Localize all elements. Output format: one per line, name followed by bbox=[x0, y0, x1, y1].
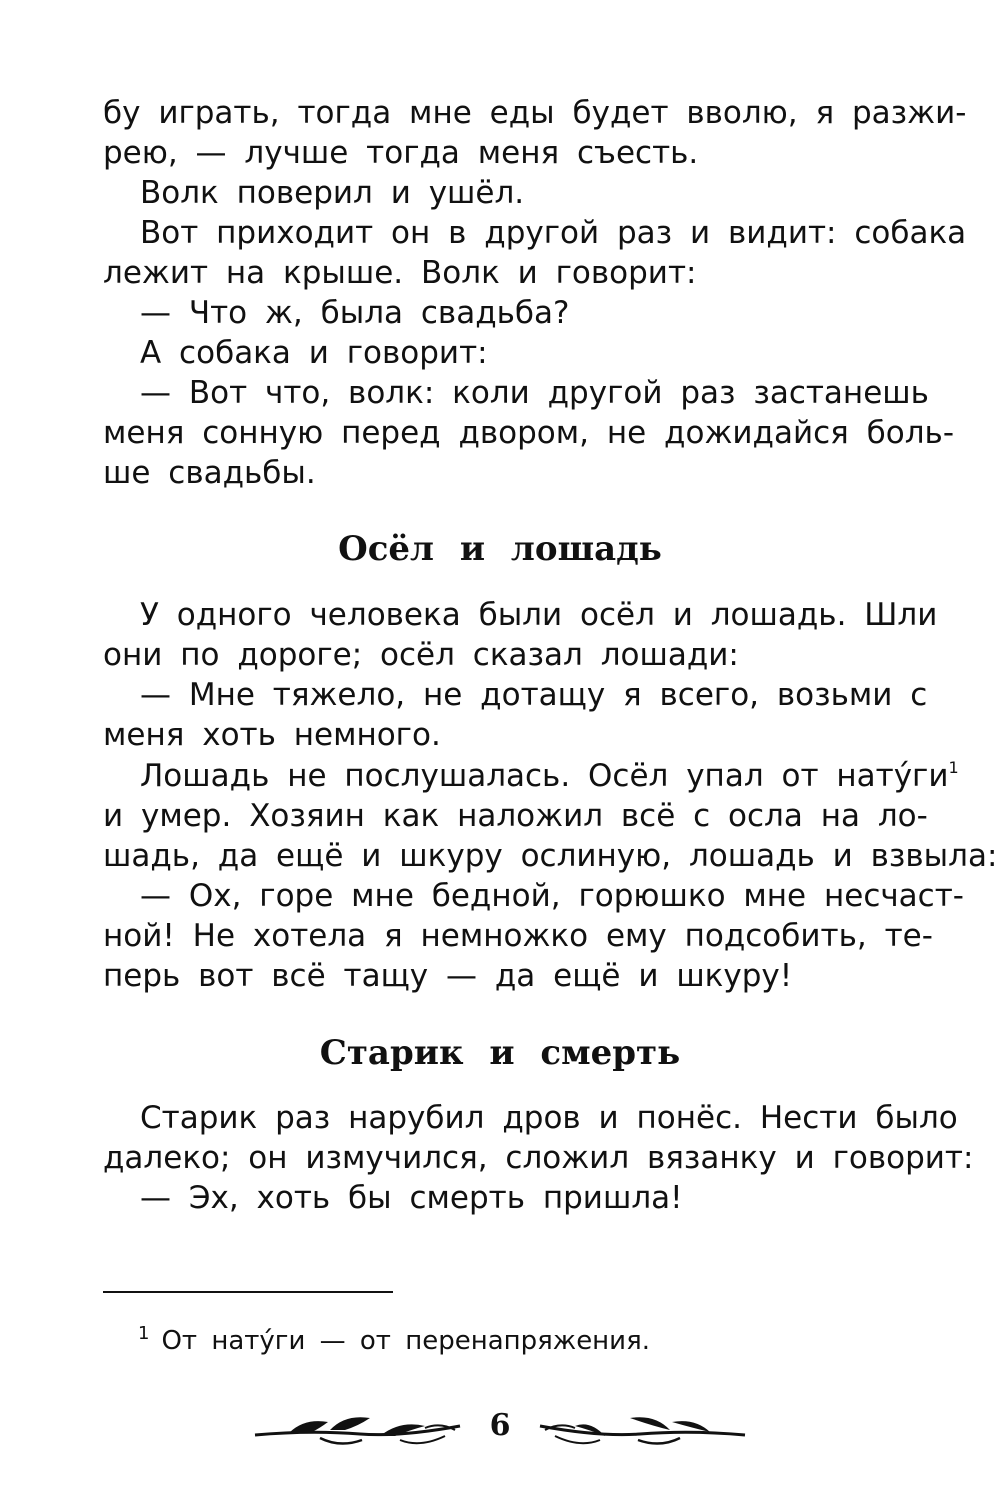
footnote-text: От нату́ги — от перенапряжения. bbox=[161, 1326, 650, 1356]
text-line: меня хоть немного. bbox=[103, 717, 441, 753]
left-ornament-icon bbox=[250, 1400, 465, 1450]
text-line: и умер. Хозяин как наложил всё с осла на ло- bbox=[103, 798, 928, 834]
text-line bbox=[140, 756, 959, 796]
text-line: — Эх, хоть бы смерть пришла! bbox=[140, 1180, 683, 1216]
story-title: Осёл и лошадь bbox=[338, 529, 662, 569]
text-line: ше свадьбы. bbox=[103, 455, 316, 491]
text-line: бу играть, тогда мне еды будет вволю, я разжи- bbox=[103, 95, 967, 131]
text-line: — Мне тяжело, не дотащу я всего, возьми с bbox=[140, 677, 928, 713]
text-line: Волк поверил и ушёл. bbox=[140, 175, 525, 211]
right-ornament-icon bbox=[535, 1400, 750, 1450]
text-line: рею, — лучше тогда меня съесть. bbox=[103, 135, 699, 171]
footnote-marker: 1 bbox=[138, 1323, 150, 1344]
page-number: 6 bbox=[489, 1408, 511, 1443]
text-line: меня сонную перед двором, не дожидайся боль- bbox=[103, 415, 955, 451]
text-line: Вот приходит он в другой раз и видит: собака bbox=[140, 215, 967, 251]
text-line: ной! Не хотела я немножко ему подсобить, те- bbox=[103, 918, 933, 954]
text-line: далеко; он измучился, сложил вязанку и говорит: bbox=[103, 1140, 974, 1176]
text-line: перь вот всё тащу — да ещё и шкуру! bbox=[103, 958, 793, 994]
text-line: — Вот что, волк: коли другой раз застанешь bbox=[140, 375, 929, 411]
text-line: они по дороге; осёл сказал лошади: bbox=[103, 637, 739, 673]
text-line: лежит на крыше. Волк и говорит: bbox=[103, 255, 697, 291]
text-line: — Что ж, была свадьба? bbox=[140, 295, 570, 331]
text-line: У одного человека были осёл и лошадь. Шли bbox=[140, 597, 938, 633]
text-line: — Ох, горе мне бедной, горюшко мне несчаст- bbox=[140, 878, 964, 914]
text-line: шадь, да ещё и шкуру ослиную, лошадь и взвыла: bbox=[103, 838, 998, 874]
footnote-divider bbox=[103, 1291, 393, 1293]
text-line-content: Лошадь не послушалась. Осёл упал от нату́ги bbox=[140, 758, 949, 794]
story-title: Старик и смерть bbox=[319, 1033, 681, 1073]
footnote-reference: 1 bbox=[948, 758, 959, 777]
footnote bbox=[138, 1316, 838, 1359]
text-line: Старик раз нарубил дров и понёс. Нести было bbox=[140, 1100, 958, 1136]
text-line: А собака и говорит: bbox=[140, 335, 488, 371]
